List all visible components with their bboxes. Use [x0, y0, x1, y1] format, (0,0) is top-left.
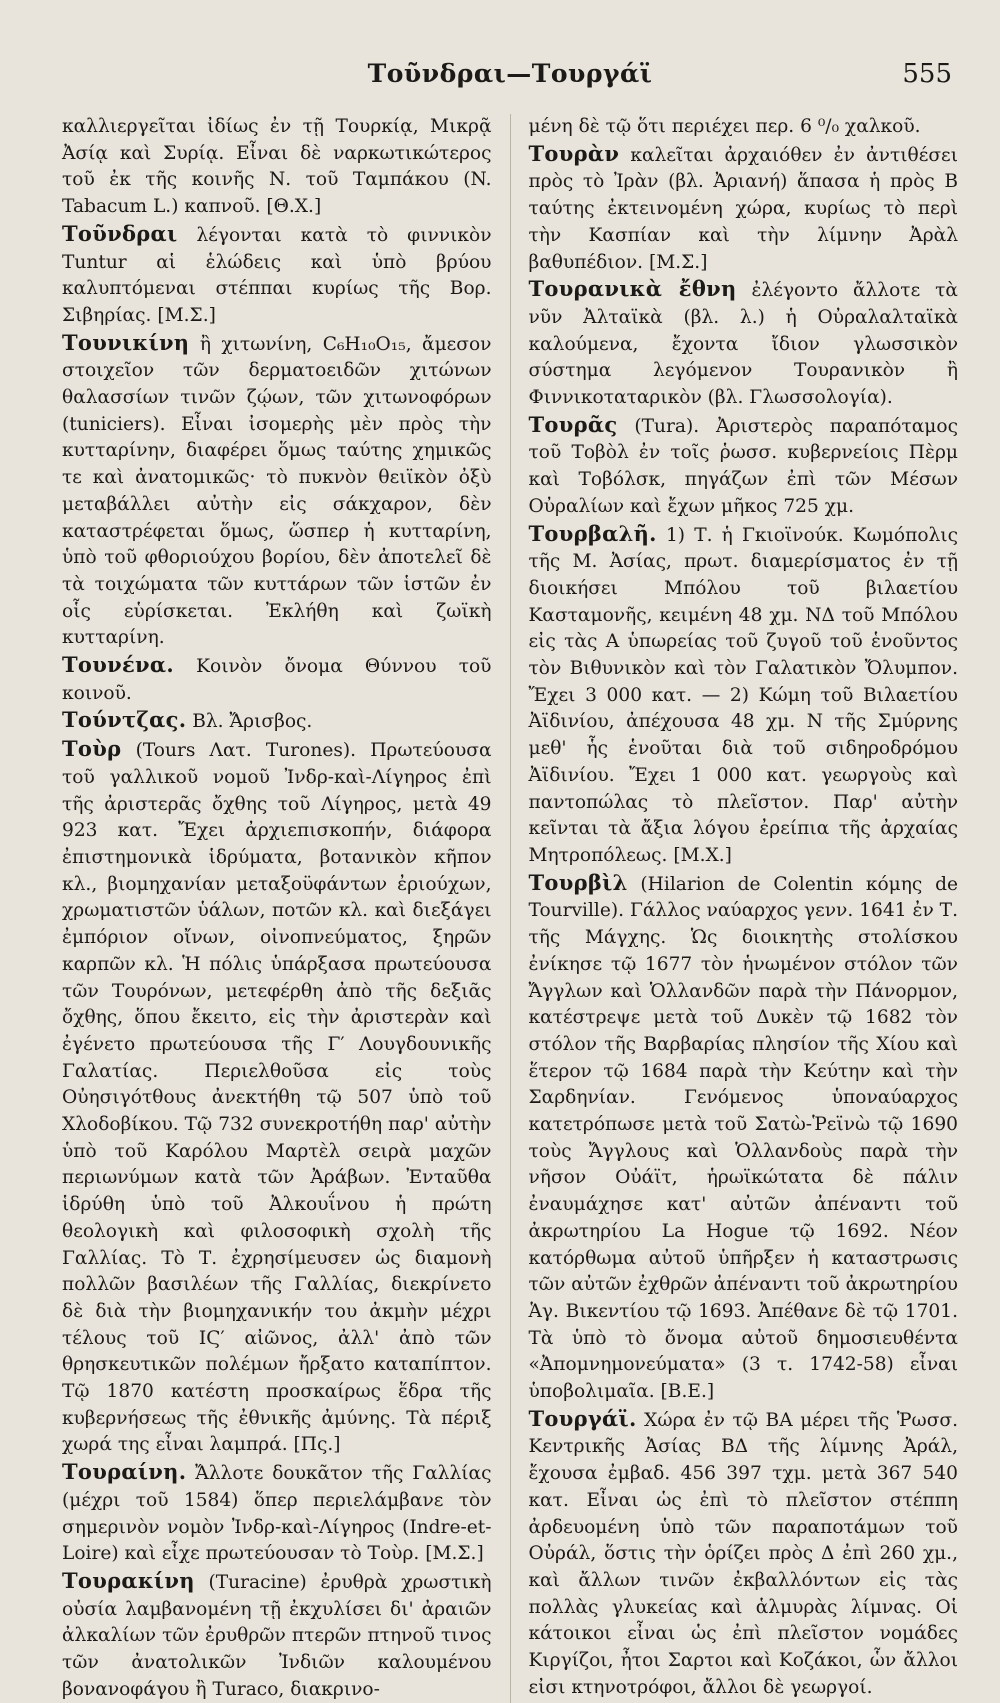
- dictionary-entry: [529, 870, 959, 1406]
- entry-text: ἢ χιτωνίνη, C₆H₁₀O₁₅, ἄμεσον στοιχεῖον τῶν δερματοειδῶν χιτώνων θαλασσίων τινῶν ζῴων, τῶν χιτωνοφόρων (tuniciers). Εἶναι ἰσομερὴς μὲν πρὸς τὴν κυτταρίνην, διαφέρει ὅμως ταύτης χημικῶς τε καὶ ἀνατομικῶς· τὸ πυκνὸν θειϊκὸν ὀξὺ μεταβάλλει αὐτὴν εἰς σάκχαρον, δὲν καταστρέφεται ὅμως, ὥσπερ ἡ κυτταρίνη, ὑπὸ τοῦ φθοριούχου βορίου, δὲν ἀποτελεῖ δὲ τὰ τοιχώματα τῶν κυττάρων τῶν ἱστῶν ἐν οἷς εὑρίσκεται. Ἐκλήθη καὶ ζωϊκὴ κυτταρίνη.: [62, 333, 492, 649]
- entry-headword: Τουρανικὰ ἔθνη: [528, 276, 737, 302]
- dictionary-entry: [62, 114, 492, 221]
- entry-headword: Τουρᾶς: [528, 411, 618, 437]
- right-column: [529, 114, 959, 1703]
- entry-text: Κοινὸν ὄνομα Θύννου τοῦ κοινοῦ.: [62, 656, 492, 704]
- dictionary-entry: [529, 114, 959, 141]
- dictionary-entry: [62, 221, 492, 330]
- entry-text: μένη δὲ τῷ ὅτι περιέχει περ. 6 ⁰/₀ χαλκοῦ.: [528, 116, 921, 137]
- dictionary-entry: [529, 1406, 959, 1702]
- dictionary-entry: [62, 1459, 492, 1568]
- entry-text: καλλιεργεῖται ἰδίως ἐν τῇ Τουρκίᾳ, Μικρᾷ Ἀσίᾳ καὶ Συρίᾳ. Εἶναι δὲ ναρκωτικώτερος τοῦ ἐκ τῆς κοινῆς Ν. τοῦ Ταμπάκου (N. Tabacum L.) καπνοῦ. [Θ.Χ.]: [62, 116, 492, 218]
- entry-text: Χώρα ἐν τῷ ΒΑ μέρει τῆς Ῥωσσ. Κεντρικῆς Ἀσίας ΒΔ τῆς λίμνης Ἀράλ, ἔχουσα ἐμβαδ. 456 397 τχμ. μετὰ 367 540 κατ. Εἶναι ὡς ἐπὶ τὸ πλεῖστον στέππη ἀρδευομένη ὑπὸ τῶν παραποτάμων τοῦ Οὐράλ, ὅστις τὴν ὁρίζει πρὸς Δ ἐπὶ 260 χμ., καὶ ἄλλων τινῶν ἐκβαλλόντων εἰς τὰς πολλὰς γλυκείας καὶ ἁλμυρὰς λίμνας. Οἱ κάτοικοι εἶναι ὡς ἐπὶ πλεῖστον νομάδες Κιργίζοι, ἦτοι Σαρτοι καὶ Κοζάκοι, ὧν ἄλλοι εἰσι κτηνοτρόφοι, ἄλλοι δὲ γεωργοί.: [528, 1409, 958, 1698]
- dictionary-entry: [529, 276, 959, 412]
- entry-text: ἐλέγοντο ἄλλοτε τὰ νῦν Ἀλταϊκὰ (βλ. λ.) ἡ Οὐραλαλταϊκὰ καλούμενα, ἔχοντα ἴδιον γλωσσικὸν σύστημα λεγόμενον Τουρανικὸν ἢ Φιννικοταταρικὸν (βλ. Γλωσσολογία).: [528, 280, 958, 409]
- dictionary-entry: [529, 412, 959, 521]
- dictionary-entry: [62, 1568, 492, 1703]
- entry-headword: Τοὺρ: [62, 736, 122, 762]
- column-divider: [510, 114, 511, 1703]
- entry-headword: Τουρὰν: [528, 140, 620, 166]
- entry-text: Βλ. Ἄρισβος.: [192, 711, 313, 733]
- dictionary-entry: [62, 736, 492, 1459]
- entry-headword: Τουνικίνη: [62, 329, 190, 355]
- entry-headword: Τοῦνδραι: [62, 220, 178, 246]
- entry-text: (Tours Λατ. Turones). Πρωτεύουσα τοῦ γαλλικοῦ νομοῦ Ἰνδρ-καὶ-Λίγηρος ἐπὶ τῆς ἀριστερᾶς ὄχθης τοῦ Λίγηρος, μετὰ 49 923 κατ. Ἔχει ἀρχιεπισκοπήν, διάφορα ἐπιστημονικὰ ἱδρύματα, βοτανικὸν κῆπον κλ., βιομηχανίαν μεταξοϋφάντων ἐριούχων, χρωματιστῶν ὑάλων, ποτῶν κλ. καὶ διεξάγει ἐμπόριον οἴνων, οἰνοπνεύματος, ξηρῶν καρπῶν κλ. Ἡ πόλις ὑπάρξασα πρωτεύουσα τῶν Τουρόνων, μετεφέρθη ἀπὸ τῆς δεξιᾶς ὄχθης, ὅπου ἔκειτο, εἰς τὴν ἀριστερὰν καὶ ἐγένετο πρωτεύουσα τῆς Γ′ Λουγδουνικῆς Γαλατίας. Περιελθοῦσα εἰς τοὺς Οὐησιγότθους ἀνεκτήθη τῷ 507 ὑπὸ τοῦ Χλοδοβίκου. Τῷ 732 συνεκροτήθη παρ' αὐτὴν ὑπὸ τοῦ Καρόλου Μαρτὲλ σειρὰ μαχῶν περιωνύμων κατὰ τῶν Ἀράβων. Ἐνταῦθα ἱδρύθη ὑπὸ τοῦ Ἀλκουΐνου ἡ πρώτη θεολογικὴ καὶ φιλοσοφικὴ σχολὴ τῆς Γαλλίας. Τὸ Τ. ἐχρησίμευσεν ὡς διαμονὴ πολλῶν βασιλέων τῆς Γαλλίας, διεκρίνετο δὲ διὰ τὴν βιομηχανικήν του ἀκμὴν μέχρι τέλους τοῦ ΙϚ′ αἰῶνος, ἀλλ' ἀπὸ τῶν θρησκευτικῶν πολέμων ἤρξατο καταπίπτον. Τῷ 1870 κατέστη προσκαίρως ἕδρα τῆς κυβερνήσεως τῆς ἐθνικῆς ἀμύνης. Τὰ πέριξ χωρά της εἶναι λαμπρά. [Πς.]: [62, 740, 492, 1456]
- entry-text: (Tura). Ἀριστερὸς παραπόταμος τοῦ Τοβὸλ ἐν τοῖς ῥωσσ. κυβερνείοις Πὲρμ καὶ Τοβόλσκ, πηγάζων ἐπὶ τῶν Μέσων Οὐραλίων καὶ ἔχων μῆκος 725 χμ.: [528, 415, 958, 517]
- page-header: [62, 48, 958, 100]
- entry-headword: Τουραίνη.: [62, 1459, 187, 1485]
- entry-text: (Turacine) ἐρυθρὰ χρωστικὴ οὐσία λαμβανομένη τῇ ἐκχυλίσει δι' ἀραιῶν ἀλκαλίων τῶν ἐρυθρῶν πτερῶν πτηνοῦ τινος τῶν ἀνατολικῶν Ἰνδιῶν καλουμένου βονανοφάγου ἢ Turaco, διακρινο-: [62, 1571, 492, 1700]
- dictionary-entry: [529, 521, 959, 870]
- entry-text: (Hilarion de Colentin κόμης de Tourville). Γάλλος ναύαρχος γενν. 1641 ἐν Τ. τῆς Μάγχης. Ὡς διοικητὴς στολίσκου ἐνίκησε τῷ 1677 τὸν ἡνωμένον στόλον τῶν Ἄγγλων καὶ Ὁλλανδῶν παρὰ τὴν Πάνορμον, κατέστρεψε μετὰ τοῦ Δυκὲν τῷ 1682 τὸν στόλον τῆς Βαρβαρίας πλησίον τῆς Χίου καὶ ἕτερον τῷ 1684 παρὰ τὴν Κεύτην καὶ τὴν Σαρδηνίαν. Γενόμενος ὑποναύαρχος κατετρόπωσε μετὰ τοῦ Σατὼ-Ῥεϊνὼ τῷ 1690 τοὺς Ἄγγλους καὶ Ὁλλανδοὺς παρὰ τὴν νῆσον Οὐάϊτ, ἡρωϊκώτατα δὲ πάλιν ἐναυμάχησε κατ' αὐτῶν ἀπέναντι τοῦ ἀκρωτηρίου La Hogue τῷ 1692. Νέον κατόρθωμα αὐτοῦ ὑπῆρξεν ἡ καταστρωσις τῶν αὐτῶν ἐχθρῶν ἀπέναντι τοῦ ἀκρωτηρίου Ἁγ. Βικεντίου τῷ 1693. Ἀπέθανε δὲ τῷ 1701. Τὰ ὑπὸ τὸ ὄνομα αὐτοῦ δημοσιευθέντα «Ἀπομνημονεύματα» (3 τ. 1742-58) εἶναι ὑποβολιμαῖα. [Β.Ε.]: [528, 873, 958, 1403]
- page-number: 555: [902, 59, 952, 89]
- left-column: [62, 114, 492, 1703]
- entry-headword: Τουργάϊ.: [528, 1405, 637, 1431]
- entry-text: λέγονται κατὰ τὸ φιννικὸν Tuntur αἱ ἑλώδεις καὶ ὑπὸ βρύου καλυπτόμεναι στέππαι κυρίως τῆς Βορ. Σιβηρίας. [Μ.Σ.]: [62, 224, 492, 326]
- dictionary-entry: [529, 141, 959, 277]
- entry-headword: Τουρβὶλ: [528, 869, 628, 895]
- dictionary-entry: [62, 330, 492, 652]
- running-title: Τοῦνδραι—Τουργάϊ: [367, 59, 653, 88]
- dictionary-entry: [62, 707, 492, 736]
- entry-headword: Τούντζας.: [62, 707, 187, 733]
- entry-text: καλεῖται ἀρχαιόθεν ἐν ἀντιθέσει πρὸς τὸ Ἰρὰν (βλ. Ἀριανή) ἅπασα ἡ πρὸς Β ταύτης ἐκτεινομένη χώρα, κυρίως τὸ περὶ τὴν Κασπίαν καὶ τὴν λίμνην Ἀρὰλ βαθυπέδιον. [Μ.Σ.]: [528, 144, 958, 273]
- text-columns: [62, 114, 958, 1703]
- entry-headword: Τουνένα.: [62, 652, 174, 678]
- entry-headword: Τουρακίνη: [62, 1567, 195, 1593]
- entry-text: Ἄλλοτε δουκᾶτον τῆς Γαλλίας (μέχρι τοῦ 1584) ὅπερ περιελάμβανε τὸν σημερινὸν νομὸν Ἰνδρ-καὶ-Λίγηρος (Indre-et-Loire) καὶ εἶχε πρωτεύουσαν τὸ Τοὺρ. [Μ.Σ.]: [62, 1463, 492, 1565]
- dictionary-entry: [62, 652, 492, 707]
- entry-headword: Τουρβαλῆ.: [528, 520, 657, 546]
- entry-text: 1) Τ. ἡ Γκιοϊνούκ. Κωμόπολις τῆς Μ. Ἀσίας, πρωτ. διαμερίσματος ἐν τῇ διοικήσει Μπόλου τοῦ βιλαετίου Κασταμονῆς, κειμένη 48 χμ. ΝΔ τοῦ Μπόλου εἰς τὰς Α ὑπωρείας τοῦ ζυγοῦ τοῦ ἑνοῦντος τὸν Βιθυνικὸν καὶ τὸν Γαλατικὸν Ὄλυμπον. Ἔχει 3 000 κατ. — 2) Κώμη τοῦ Βιλαετίου Ἀϊδινίου, ἀπέχουσα 48 χμ. Ν τῆς Σμύρνης μεθ' ἧς ἑνοῦται διὰ τοῦ σιδηροδρόμου Ἀϊδινίου. Ἔχει 1 000 κατ. γεωργοὺς καὶ παντοπώλας τὸ πλεῖστον. Παρ' αὐτὴν κεῖνται τὰ ἄξια λόγου ἐρείπια τῆς ἀρχαίας Μητροπόλεως. [Μ.Χ.]: [528, 524, 958, 866]
